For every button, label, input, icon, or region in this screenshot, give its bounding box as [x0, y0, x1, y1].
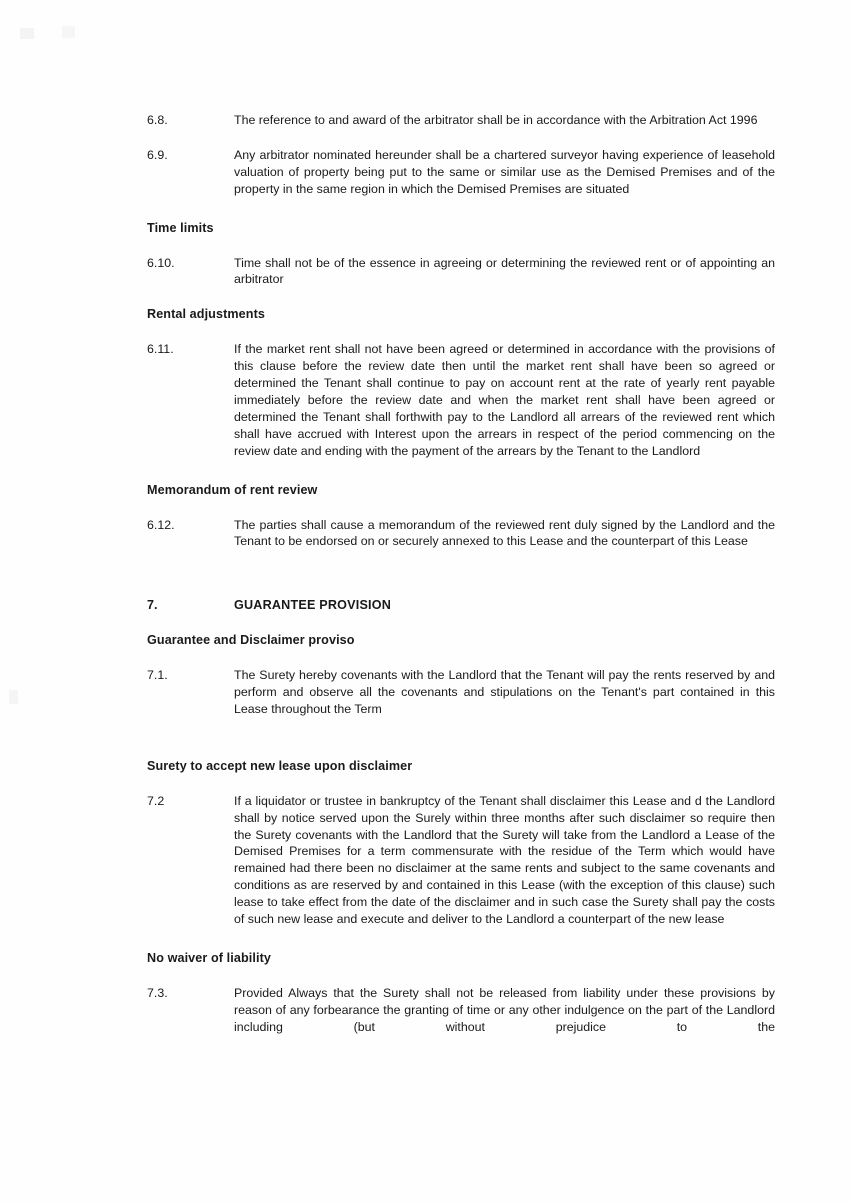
section-number: 7.	[147, 598, 158, 613]
clause-6-9	[147, 147, 775, 198]
clause-6-10	[147, 255, 775, 289]
clause-6-8	[147, 112, 775, 129]
clause-number: 7.2	[147, 793, 165, 808]
clause-text: Time shall not be of the essence in agreeing or determining the reviewed rent or of appointing an arbitrator	[234, 255, 775, 287]
spacer	[147, 198, 775, 220]
spacer	[147, 460, 775, 482]
spacer	[147, 323, 775, 341]
subheading-time-limits: Time limits	[147, 220, 214, 235]
clause-text: If the market rent shall not have been agreed or determined in accordance with the provisions of this clause before the review date then until the market rent shall have been so agreed or determined the Tenant shall continue to pay on account rent at the rate of yearly rent payable immediately before the review date and when the market rent shall have been agreed or determined the Tenant shall forthwith pay to the Landlord all arrears of the reviewed rent which shall have accrued with Interest upon the arrears in respect of the period commencing on the review date and ending with the payment of the arrears by the Tenant to the Landlord	[234, 342, 775, 458]
spacer	[147, 550, 775, 597]
document-body	[147, 112, 775, 1036]
spacer	[147, 775, 775, 793]
spacer	[147, 928, 775, 950]
clause-6-12	[147, 517, 775, 551]
clause-7-3	[147, 985, 775, 1036]
spacer	[147, 614, 775, 632]
clause-6-11	[147, 341, 775, 459]
clause-number: 6.11.	[147, 342, 174, 357]
spacer	[147, 237, 775, 255]
scan-artifact-smudge	[62, 26, 75, 38]
subheading-memorandum-of-rent-review: Memorandum of rent review	[147, 482, 318, 497]
clause-text: The parties shall cause a memorandum of the reviewed rent duly signed by the Landlord and the Tenant to be endorsed on or securely annexed to this Lease and the counterpart of this Lease	[234, 517, 775, 549]
clause-text: If a liquidator or trustee in bankruptcy of the Tenant shall disclaimer this Lease and d the Landlord shall by notice served upon the Surely within three months after such disclaimer so require then the Surety covenants with the Landlord that the Surety will take from the Landlord a Lease of the Demised Premises for a term commensurate with the residue of the Term which would have remained had there been no disclaimer at the same rents and subject to the same covenants and conditions as are reserved by and contained in this Lease (with the exception of this clause) such lease to take effect from the date of the disclaimer and in such case the Surety shall pay the costs of such new lease and execute and deliver to the Landlord a counterpart of the new lease	[234, 793, 775, 927]
section-title-text: GUARANTEE PROVISION	[234, 598, 392, 613]
spacer	[147, 967, 775, 985]
subheading-guarantee-and-disclaimer-proviso: Guarantee and Disclaimer proviso	[147, 633, 355, 648]
spacer	[147, 129, 775, 147]
clause-number: 6.10.	[147, 255, 175, 270]
clause-text: The Surety hereby covenants with the Landlord that the Tenant will pay the rents reserved by and perform and observe all the covenants and stipulations on the Tenant's part contained in this Lease throughout the Term	[234, 668, 775, 716]
spacer	[147, 499, 775, 517]
subheading-rental-adjustments: Rental adjustments	[147, 307, 265, 322]
scan-artifact-smudge	[9, 690, 18, 704]
scan-artifact-smudge	[20, 28, 34, 39]
clause-text: The reference to and award of the arbitrator shall be in accordance with the Arbitration Act 1996	[234, 113, 758, 127]
spacer	[147, 288, 775, 306]
clause-7-1	[147, 667, 775, 718]
spacer	[147, 649, 775, 667]
clause-number: 6.8.	[147, 113, 168, 127]
clause-number: 7.3.	[147, 985, 168, 1000]
subheading-surety-to-accept-new-lease: Surety to accept new lease upon disclaimer	[147, 758, 413, 773]
subheading-no-waiver-of-liability: No waiver of liability	[147, 951, 271, 965]
clause-text: Provided Always that the Surety shall not be released from liability under these provisions by reason of any forbearance the granting of time or any other indulgence on the part of the Landlord including (but without prejudice to the	[234, 985, 775, 1034]
clause-7-2	[147, 793, 775, 928]
clause-number: 7.1.	[147, 668, 168, 683]
spacer	[147, 718, 775, 758]
section-heading-7	[147, 597, 775, 614]
clause-text: Any arbitrator nominated hereunder shall be a chartered surveyor having experience of leasehold valuation of property being put to the same or similar use as the Demised Premises and of the property in the same region in which the Demised Premises are situated	[234, 147, 775, 196]
clause-number: 6.9.	[147, 147, 168, 162]
clause-number: 6.12.	[147, 517, 175, 532]
